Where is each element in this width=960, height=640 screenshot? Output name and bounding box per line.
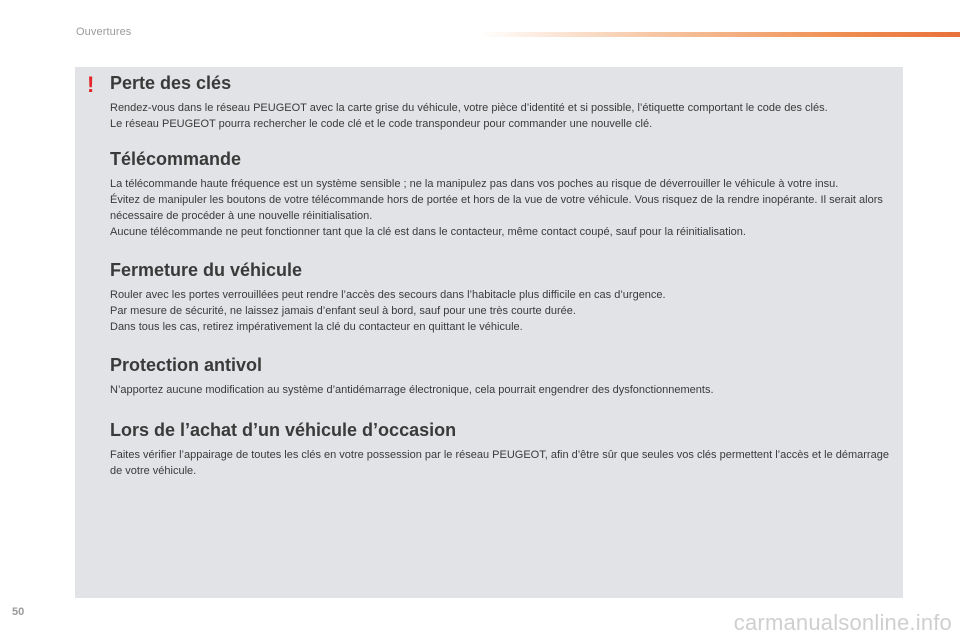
section-lost-keys: [110, 72, 895, 132]
watermark: carmanualsonline.info: [733, 610, 952, 635]
section-heading: Fermeture du véhicule: [110, 260, 303, 280]
panel-content: [110, 72, 895, 479]
section-heading: Protection antivol: [110, 355, 263, 375]
section-used-vehicle: [110, 419, 895, 479]
section-paragraph: Par mesure de sécurité, ne laissez jamais d’enfant seul à bord, sauf pour une très courte durée.: [110, 305, 576, 317]
section-paragraph: N’apportez aucune modification au système d’antidémarrage électronique, cela pourrait engendrer des dysfonctionnements.: [110, 384, 714, 396]
section-paragraph: Dans tous les cas, retirez impérativement la clé du contacteur en quittant le véhicule.: [110, 321, 523, 333]
warning-exclamation-icon: !: [87, 72, 95, 97]
section-paragraph: Rouler avec les portes verrouillées peut rendre l’accès des secours dans l’habitacle plus difficile en cas d’urgence.: [110, 289, 666, 301]
page-number: 50: [12, 606, 25, 618]
section-vehicle-locking: [110, 259, 895, 335]
section-paragraph: Rendez-vous dans le réseau PEUGEOT avec la carte grise du véhicule, votre pièce d’identité et si possible, l’étiquette comportant le code des clés.: [110, 102, 828, 114]
section-paragraph: Faites vérifier l’appairage de toutes les clés en votre possession par le réseau PEUGEOT, afin d’être sûr que seules vos clés permettent l’accès et le démarrage de votre véhicule.: [110, 449, 889, 477]
section-paragraph: Évitez de manipuler les boutons de votre télécommande hors de portée et hors de la vue de votre véhicule. Vous risquez de la rendre inopérante. Il serait alors nécessaire de procéder à une nouvelle réinitialisation.: [110, 194, 883, 222]
page-section-title: Ouvertures: [76, 26, 132, 38]
section-anti-theft: [110, 354, 895, 398]
section-heading: Perte des clés: [110, 73, 232, 93]
section-paragraph: Le réseau PEUGEOT pourra rechercher le code clé et le code transpondeur pour commander une nouvelle clé.: [110, 118, 653, 130]
header-accent-bar: [478, 32, 960, 37]
section-paragraph: La télécommande haute fréquence est un système sensible ; ne la manipulez pas dans vos poches au risque de déverrouiller le véhicule à votre insu.: [110, 178, 839, 190]
section-heading: Télécommande: [110, 149, 242, 169]
section-paragraph: Aucune télécommande ne peut fonctionner tant que la clé est dans le contacteur, même contact coupé, sauf pour la réinitialisation.: [110, 226, 746, 238]
section-remote-control: [110, 148, 895, 240]
section-heading: Lors de l’achat d’un véhicule d’occasion: [110, 420, 457, 440]
